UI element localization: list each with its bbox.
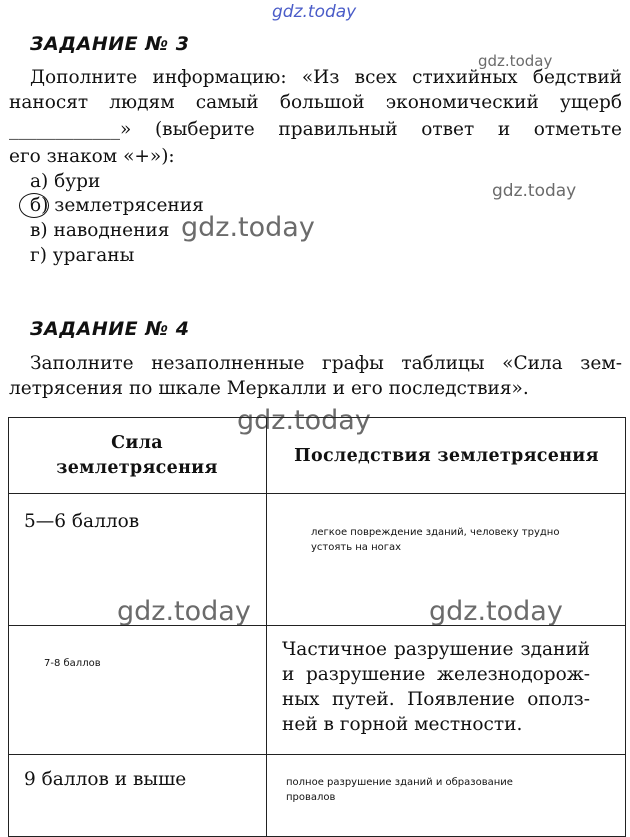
watermark-top: gdz.today <box>272 2 357 22</box>
answer-line: легкое повреждение зданий, человеку трудно <box>311 527 560 538</box>
header-strength-line1: Сила <box>111 433 163 453</box>
task3-heading: ЗАДАНИЕ № 3 <box>30 33 190 55</box>
effect-line: ных путей. Появление ополз- <box>282 689 590 710</box>
table-cell-strength: 5—6 баллов <box>24 511 140 532</box>
task4-text-line: летрясения по шкале Меркалли и его последствия». <box>9 378 529 399</box>
watermark: gdz.today <box>181 212 315 243</box>
task4-text-line: Заполните незаполненные графы таблицы «Сила зем- <box>30 353 622 374</box>
effect-line: ней в горной местности. <box>282 714 523 735</box>
answer-line: устоять на ногах <box>311 542 402 553</box>
watermark: gdz.today <box>237 405 371 436</box>
task3-text-line: Дополните информацию: «Из всех стихийных бедствий <box>30 67 622 88</box>
answer-line: провалов <box>286 792 336 803</box>
task3-option-b: б) землетрясения <box>30 195 204 216</box>
answer-line: полное разрушение зданий и образование <box>286 777 513 788</box>
watermark: gdz.today <box>492 181 577 201</box>
effect-line: и разрушение железнодорож- <box>282 664 590 685</box>
table-cell-effect-answer <box>311 525 559 555</box>
task3-text-line: наносят людям самый большой экономический ущерб <box>9 92 622 113</box>
table-row-divider <box>8 754 626 755</box>
task3-option-a: а) бури <box>30 171 101 192</box>
table-cell-strength: 9 баллов и выше <box>24 769 187 790</box>
table-cell-effect-answer <box>286 775 513 805</box>
task3-text-line: ____________» (выберите правильный ответ и отметьте <box>9 119 622 140</box>
header-strength-line2: землетрясения <box>56 458 218 478</box>
watermark: gdz.today <box>117 596 251 627</box>
watermark: gdz.today <box>429 596 563 627</box>
effect-line: Частичное разрушение зданий <box>282 639 590 660</box>
task3-text-line: его знаком «+»): <box>9 146 175 167</box>
table-header-effects: Последствия землетрясения <box>294 446 599 466</box>
table-cell-strength-answer: 7-8 баллов <box>44 658 101 669</box>
task3-option-d: г) ураганы <box>30 245 135 266</box>
table-cell-effect <box>282 637 590 737</box>
table-row-divider <box>8 493 626 494</box>
table-row-divider <box>8 625 626 626</box>
task4-heading: ЗАДАНИЕ № 4 <box>30 318 190 340</box>
table-header-strength <box>8 431 266 481</box>
task3-option-c: в) наводнения <box>30 220 170 241</box>
watermark: gdz.today <box>478 52 553 70</box>
table-column-divider <box>266 417 267 837</box>
